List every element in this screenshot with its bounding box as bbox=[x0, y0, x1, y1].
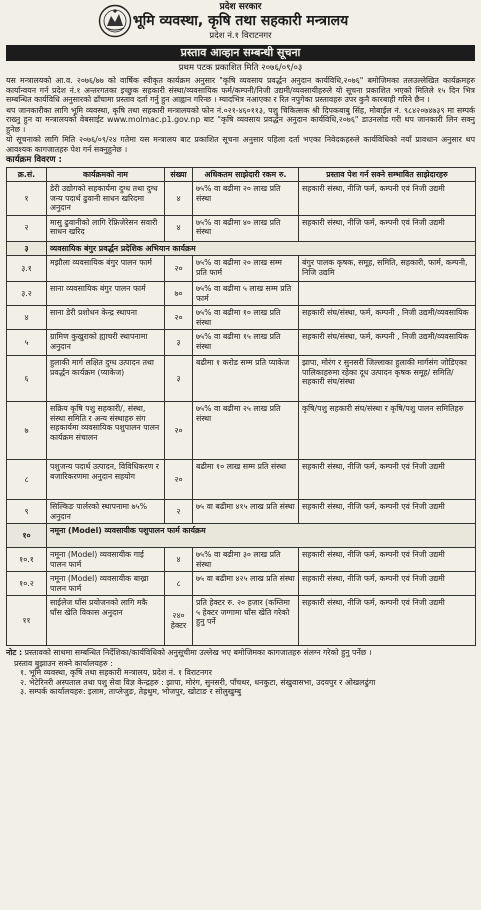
table-row bbox=[7, 215, 476, 241]
cell-count: ३ bbox=[165, 356, 193, 402]
table-row bbox=[7, 282, 476, 306]
cell-name: ग्रामिण कुखुराको ह्याचरी स्थापनामा अनुदान bbox=[47, 330, 165, 356]
table-row bbox=[7, 356, 476, 402]
cell-sn: ९ bbox=[7, 500, 47, 524]
table-row bbox=[7, 182, 476, 216]
cell-partners: झापा, मोरंग र सुनसरी जिल्लाका हुलाकी मार्गसंग जोडिएका पालिकाहरुमा रहेका दूध उत्पादन कृषक समूह/ समिति/ सहकारी संघ/संस्था bbox=[299, 356, 476, 402]
table-row bbox=[7, 500, 476, 524]
header-sn: क्र.सं. bbox=[7, 167, 47, 182]
cell-sn: ७ bbox=[7, 402, 47, 460]
cell-name: मासु ढुवानीको लागि रेफ्रिजेरेसन सवारी साधन खरिद bbox=[47, 215, 165, 241]
cell-partners: सहकारी संस्था, नीजि फर्म, कम्पनी एवं निजी उद्यमी bbox=[299, 460, 476, 500]
cell-group-title: नमूना (Model) व्यवसायीक पशुपालन फार्म कार्यक्रम bbox=[47, 524, 476, 548]
contact-item: १. भूमि व्यवस्था, कृषि तथा सहकारी मन्त्रालय, प्रदेश नं. १ विराटनगर bbox=[20, 668, 212, 678]
table-row bbox=[7, 241, 476, 256]
cell-amount: ७५% वा बढीमा ३० लाख प्रति संस्था bbox=[193, 548, 299, 572]
cell-name: डेरी उद्योगको सहकार्यमा दुग्ध तथा दुग्ध जन्य पदार्थ ढुवानी साधन खरिदमा अनुदान bbox=[47, 182, 165, 216]
cell-sn: ३.१ bbox=[7, 256, 47, 282]
cell-name: पशुजन्य पदार्थ उत्पादन, विविधिकरण र बजारिकरणमा अनुदान सहयोग bbox=[47, 460, 165, 500]
header-line-1: प्रदेश सरकार bbox=[219, 2, 262, 12]
cell-name: साना व्यवसायिक बंगुर पालन फार्म bbox=[47, 282, 165, 306]
cell-count: २० bbox=[165, 256, 193, 282]
contact-item: ३. सम्पर्क कार्यालयहरु: इलाम, ताप्लेजुङ, तेह्रथुम, भोजपुर, खोटाङ र सोलुखुम्बु bbox=[20, 687, 242, 697]
cell-name: सक्रिय कृषि पशु सहकारी/, संस्था, संस्था समिति र अन्य संस्थाहरु संग सहकार्यमा व्यवसायिक पशुपालन पालन कार्यक्रम संचालन bbox=[47, 402, 165, 460]
cell-count: २ bbox=[165, 500, 193, 524]
cell-sn: १०.२ bbox=[7, 572, 47, 596]
cell-sn: ८ bbox=[7, 460, 47, 500]
table-body bbox=[7, 182, 476, 646]
cell-sn: २ bbox=[7, 215, 47, 241]
cell-partners: सहकारी संस्था, नीजि फर्म, कम्पनी एवं निजी उद्यमी bbox=[299, 548, 476, 572]
cell-count: २० bbox=[165, 402, 193, 460]
table-row bbox=[7, 524, 476, 548]
cell-name: हुलाकी मार्ग लक्षित दुग्ध उत्पादन तथा प्रवर्द्धन कार्यक्रम (प्याकेज) bbox=[47, 356, 165, 402]
cell-partners: सहकारी संस्था, नीजि फर्म, कम्पनी एवं निजी उद्यमी bbox=[299, 596, 476, 646]
cell-amount: ७५% वा बढीमा १० लाख प्रति संस्था bbox=[193, 306, 299, 330]
cell-amount: ७५ वा बढीमा ४२५ लाख प्रति संस्था bbox=[193, 572, 299, 596]
cell-partners: सहकारी संस्था, नीजि फर्म, कम्पनी एवं निजी उद्यमी bbox=[299, 215, 476, 241]
contact-item: २. भेटेरिनरी अस्पताल तथा पशु सेवा विज्ञ केन्द्रहरु : झापा, मोरंग, सुनसरी, पाँचथर, धनकुटा, संखुवासभा, उदयपुर र ओखलढुंगा bbox=[20, 677, 376, 687]
cell-amount: बढीमा १ करोड सम्म प्रति प्याकेज bbox=[193, 356, 299, 402]
cell-count: ८ bbox=[165, 572, 193, 596]
cell-name: नमूना (Model) व्यवसायीक गाई पालन फार्म bbox=[47, 548, 165, 572]
cell-count: ४ bbox=[165, 548, 193, 572]
cell-name: साना डेरी प्रशोधन केन्द्र स्थापना bbox=[47, 306, 165, 330]
table-row bbox=[7, 330, 476, 356]
letterhead bbox=[6, 0, 475, 44]
header-name: कार्यक्रमको नाम bbox=[47, 167, 165, 182]
cell-partners: सहकारी संघ/संस्था, फर्म, कम्पनी , निजी उद्यमी/व्यवसायिक bbox=[299, 306, 476, 330]
ministry-name: भूमि व्यवस्था, कृषि तथा सहकारी मन्त्रालय bbox=[132, 13, 349, 29]
cell-sn: ११ bbox=[7, 596, 47, 646]
cell-amount: ७५% वा बढीमा २५ लाख प्रति संस्था bbox=[193, 402, 299, 460]
table-row bbox=[7, 402, 476, 460]
note bbox=[6, 648, 475, 658]
cell-group-title: व्यवसायिक बंगुर प्रवर्द्धन प्रदेशिक अभियान कार्यक्रम bbox=[47, 241, 476, 256]
cell-sn: ५ bbox=[7, 330, 47, 356]
cell-amount: ७५% वा बढीमा ५ लाख सम्म प्रति फार्म bbox=[193, 282, 299, 306]
cell-name: मझौला व्यवसायिक बंगुर पालन फार्म bbox=[47, 256, 165, 282]
cell-sn: ३ bbox=[7, 241, 47, 256]
cell-count: ७० bbox=[165, 282, 193, 306]
cell-count: ४ bbox=[165, 215, 193, 241]
table-row bbox=[7, 548, 476, 572]
section-title: कार्यक्रम विवरण : bbox=[6, 155, 62, 166]
cell-name: साईलेज घाँस प्रयोजनको लागि मकै घाँस खेति विकास अनुदान bbox=[47, 596, 165, 646]
cell-sn: १० bbox=[7, 524, 47, 548]
intro-paragraph: यस मन्त्रालयको आ.व. २०७६/७७ को वार्षिक स्वीकृत कार्यक्रम अनुसार "कृषि व्यवसाय प्रवर्द्धन अनुदान कार्यविधि,२०७६" बमोजिमका तलउल्लेखित कार्यक्रमहरु कार्यान्वयन गर्न प्रदेश नं.१ अन्तरगतका इच्छुक सहकारी संस्था/व्यवसायिक फर्म/कम्पनी/निजी उद्यमी/व्यवसायीहरुले यो सूचना प्रकाशित भएको मितिले १५ दिन भित्र सम्बन्धित कार्यविधि अनुसारको ढाँचामा प्रस्ताव दर्ता गर्नु हुन आह्वान गरिन्छ । म्यादभित्र नआएका र रित नपुगेका प्रस्तावहरु उपर कुनै कारबाही गरिने छैन । bbox=[6, 76, 475, 105]
cell-partners bbox=[299, 282, 476, 306]
cell-sn: ४ bbox=[7, 306, 47, 330]
cell-sn: १०.१ bbox=[7, 548, 47, 572]
table-row bbox=[7, 256, 476, 282]
cell-count: २० bbox=[165, 306, 193, 330]
cell-amount: ७५% वा बढीमा २० लाख प्रति संस्था bbox=[193, 182, 299, 216]
publication-date: प्रथम पटक प्रकाशित मिति २०७६/०९/०३ bbox=[178, 63, 303, 73]
cell-amount: ७५ वा बढीमा ४१५ लाख प्रति संस्था bbox=[193, 500, 299, 524]
table-row bbox=[7, 306, 476, 330]
cell-sn: ३.२ bbox=[7, 282, 47, 306]
cell-partners: सहकारी संस्था, नीजि फर्म, कम्पनी एवं निजी उद्यमी bbox=[299, 500, 476, 524]
header-amount: अधिकतम साझेदारी रकम रु. bbox=[193, 167, 299, 182]
header-partners: प्रस्ताव पेश गर्न सक्ने सम्भावित साझेदारहरु bbox=[299, 167, 476, 182]
note-label: नोट : bbox=[6, 648, 23, 658]
cell-partners: सहकारी संस्था, नीजि फर्म, कम्पनी एवं निजी उद्यमी bbox=[299, 182, 476, 216]
contact-title: प्रस्ताव बुझाउन सक्ने कार्यालयहरु : bbox=[14, 658, 113, 668]
cell-amount: प्रति हेक्टर रु. २० हजार (कम्तिमा ५ हेक्टर जग्गामा घाँस खेति गरेको हुनु पर्ने bbox=[193, 596, 299, 646]
cell-amount: बढीमा १० लाख सम्म प्रति संस्था bbox=[193, 460, 299, 500]
cell-sn: १ bbox=[7, 182, 47, 216]
cell-amount: ७५% वा बढीमा १५ लाख प्रति संस्था bbox=[193, 330, 299, 356]
cell-partners: सहकारी संघ/संस्था, फर्म, कम्पनी , निजी उद्यमी/व्यवसायिक bbox=[299, 330, 476, 356]
cell-name: सिल्किङ पार्लरको स्थापनामा ७५% अनुदान bbox=[47, 500, 165, 524]
cell-count: २४० हेक्टर bbox=[165, 596, 193, 646]
contact-offices bbox=[6, 659, 475, 697]
cell-partners: सहकारी संस्था, नीजि फर्म, कम्पनी एवं निजी उद्यमी bbox=[299, 572, 476, 596]
table-header-row bbox=[7, 167, 476, 182]
cell-amount: ७५% वा बढीमा २० लाख सम्म प्रति फार्म bbox=[193, 256, 299, 282]
cell-amount: ७५% वा बढीमा ४० लाख प्रति संस्था bbox=[193, 215, 299, 241]
resubmission-paragraph: यो सूचनाको लागि मिति २०७६/०९/२४ गतेमा यस मन्त्रालय बाट प्रकाशित सूचना अनुसार पहिला दर्ता भएका निवेदकहरुले कार्यविधिको नयाँ प्रावधान अनुसार थप आवश्यक कागजातहरु पेश गर्न सक्नुहुनेछ । bbox=[6, 135, 475, 154]
cell-name: नमूना (Model) व्यवसायीक बाख्रा पालन फार्म bbox=[47, 572, 165, 596]
header-line-3: प्रदेश नं.१ विराटनगर bbox=[209, 31, 272, 41]
notice-title-banner: प्रस्ताव आव्हान सम्बन्धी सूचना bbox=[6, 45, 475, 61]
cell-partners: कृषि/पशु सहकारी संघ/संस्था र कृषि/पशु पालन समितिहरु bbox=[299, 402, 476, 460]
cell-count: २० bbox=[165, 460, 193, 500]
table-row bbox=[7, 572, 476, 596]
cell-count: ३ bbox=[165, 330, 193, 356]
table-row bbox=[7, 596, 476, 646]
table-row bbox=[7, 460, 476, 500]
cell-sn: ६ bbox=[7, 356, 47, 402]
cell-count: ४ bbox=[165, 182, 193, 216]
program-table bbox=[6, 167, 476, 647]
header-count: संख्या bbox=[165, 167, 193, 182]
note-text: प्रस्तावको साथमा सम्बन्धित निर्देशिका/कार्यविधिको अनुसूचीमा उल्लेख भए बमोजिमका कागजातहरु संलग्न गरेको हुनु पर्नेछ । bbox=[24, 648, 372, 658]
cell-partners: बंगुर पालक कृषक, समूह, समिति, सहकारी, फार्म, कम्पनी, निजि उद्यमि bbox=[299, 256, 476, 282]
contact-paragraph: थप जानकारीका लागि भूमि व्यवस्था, कृषि तथा सहकारी मन्त्रालयको फोन नं.०२१-४६०११३, पशु चिकित्सक श्री दिपकबाबु सिंह, मोबाईल नं. ९८४२०७४७३९ मा सम्पर्क राख्नु हुन वा मन्त्रालयको वेबसाईट www.molmac.p1.gov.np बाट "कृषि व्यवसाय प्रवर्द्धन अनुदान कार्यविधि,२०७६" डाउनलोड गरी थप जानकारी लिन सक्नु हुनेछ । bbox=[6, 105, 475, 134]
